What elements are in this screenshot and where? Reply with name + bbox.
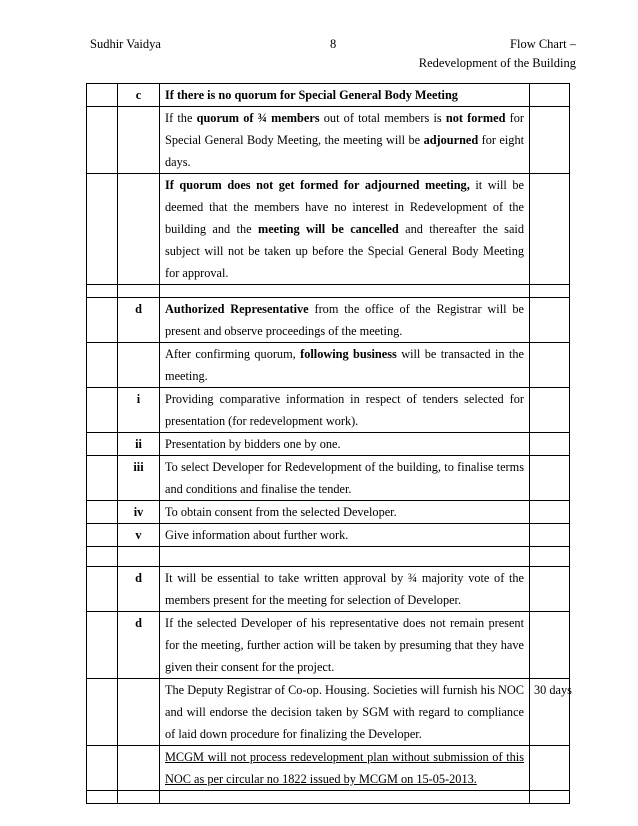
row-label: iv	[118, 501, 160, 524]
row-text: It will be essential to take written approval by ¾ majority vote of the members present for the meeting for selection of Developer.	[160, 567, 530, 612]
row-text: Providing comparative information in respect of tenders selected for presentation (for redevelopment work).	[160, 388, 530, 433]
row-label: iii	[118, 456, 160, 501]
text-run: for Special General Body Meeting, the meeting will be	[165, 111, 524, 147]
text-run: After confirming quorum,	[165, 347, 301, 361]
section-heading: If there is no quorum for Special General Body Meeting	[160, 84, 530, 107]
bold-run: Authorized Representative	[165, 302, 309, 316]
table-row	[87, 501, 570, 524]
bold-run: quorum of ¾ members	[196, 111, 320, 125]
table-row	[87, 174, 570, 285]
bold-run: following business	[300, 347, 397, 361]
table-row	[87, 679, 570, 746]
text-run: and thereafter the said subject will not be taken up before the Special General Body Meeting for approval.	[165, 222, 524, 280]
text-run: for eight days.	[165, 133, 525, 169]
page-number: 8	[330, 37, 337, 51]
bold-run: not formed	[445, 111, 506, 125]
table-row	[87, 107, 570, 174]
flow-chart-table	[86, 83, 570, 804]
row-text: If the selected Developer of his representative does not remain present for the meeting, further action will be taken by presuming that they have given their consent for the project.	[160, 612, 530, 679]
row-text	[160, 107, 530, 174]
bold-run: meeting will be cancelled	[257, 222, 399, 236]
table-row	[87, 84, 570, 107]
text-run: If the	[165, 111, 197, 125]
table-row-empty	[87, 791, 570, 804]
row-text: The Deputy Registrar of Co-op. Housing. Societies will furnish his NOC and will endorse the decision taken by SGM with regard to compliance of laid down procedure for finalizing the Developer.	[160, 679, 530, 746]
header-author: Sudhir Vaidya	[90, 37, 161, 51]
bold-run: adjourned	[423, 133, 479, 147]
table-row	[87, 746, 570, 791]
row-text-underlined: MCGM will not process redevelopment plan without submission of this NOC as per circular no 1822 issued by MCGM on 15-05-2013.	[160, 746, 530, 791]
row-label: v	[118, 524, 160, 547]
header-title-line1: Flow Chart –	[510, 37, 576, 51]
bold-run: If quorum does not get formed for adjourned meeting,	[165, 178, 470, 192]
row-text: Give information about further work.	[160, 524, 530, 547]
header-title-line2: Redevelopment of the Building	[418, 56, 576, 70]
row-text: To obtain consent from the selected Developer.	[160, 501, 530, 524]
header-title	[330, 35, 576, 73]
row-label: d	[118, 567, 160, 612]
text-run: will be transacted in the meeting.	[165, 347, 524, 383]
text-run: out of total members is	[319, 111, 446, 125]
row-text	[160, 298, 530, 343]
table-row	[87, 524, 570, 547]
table-row	[87, 343, 570, 388]
table-row	[87, 388, 570, 433]
row-label: d	[118, 612, 160, 679]
table-row	[87, 298, 570, 343]
time-limit: 30 days	[530, 679, 570, 746]
table-row	[87, 612, 570, 679]
text-run: it will be deemed that the members have no interest in Redevelopment of the building and the	[165, 178, 524, 236]
row-text	[160, 174, 530, 285]
table-row-empty	[87, 547, 570, 567]
row-text	[160, 343, 530, 388]
row-label: d	[118, 298, 160, 343]
table-row	[87, 567, 570, 612]
row-text: To select Developer for Redevelopment of the building, to finalise terms and conditions and finalise the tender.	[160, 456, 530, 501]
row-label: c	[118, 84, 160, 107]
table-row	[87, 456, 570, 501]
row-label: ii	[118, 433, 160, 456]
table-row-empty	[87, 285, 570, 298]
row-text: Presentation by bidders one by one.	[160, 433, 530, 456]
row-label: i	[118, 388, 160, 433]
table-row	[87, 433, 570, 456]
text-run: from the office of the Registrar will be present and observe proceedings of the meeting.	[165, 302, 525, 338]
